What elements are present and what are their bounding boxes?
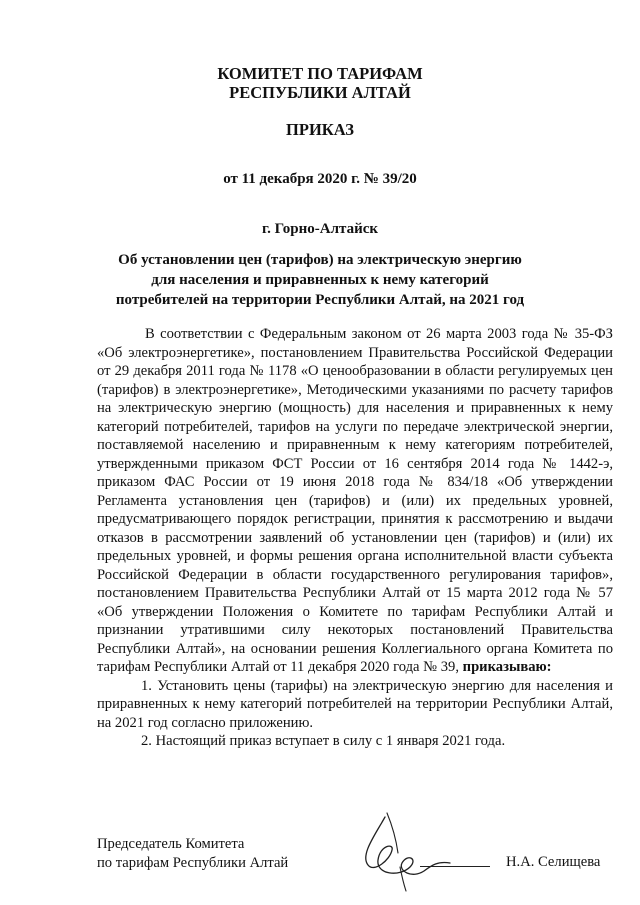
- preamble-text: В соответствии с Федеральным законом от 26 марта 2003 года № 35-ФЗ «Об электроэнергетике», постановлением Правительства Российской Федерации от 29 декабря 2011 года № 1178 «О ценообразовании в области регулируемых цен (тарифов) в электроэнергетике», Методическими указаниями по расчету тарифов на электрическую энергию (мощность) для населения и приравненных к нему категорий потребителей, тарифов на услуги по передаче электрической энергии, поставляемой населению и приравненным к нему категориям потребителей, утвержденными приказом ФСТ России от 16 сентября 2014 года № 1442-э, приказом ФАС России от 19 июня 2018 года № 834/18 «Об утверждении Регламента установления цен (тарифов) и (или) их предельных уровней, предусматривающего порядок регистрации, принятия к рассмотрению и выдачи отказов в рассмотрении заявлений об установлении цен (тарифов) и (или) их предельных уровней, и формы решения органа исполнительной власти субъекта Российской Федерации в области государственного регулирования тарифов», постановлением Правительства Республики Алтай от 15 марта 2012 года № 57 «Об утверждении Положения о Комитете по тарифам Республики Алтай и признании утратившими силу некоторых постановлений Правительства Республики Алтай», на основании решения Коллегиального органа Комитета по тарифам Республики Алтай от 11 декабря 2020 года № 39,: [97, 326, 613, 675]
- signatory-title: [97, 835, 288, 872]
- signatory-title-line1: Председатель Комитета: [97, 836, 245, 852]
- preamble-paragraph: [97, 325, 613, 677]
- city: г. Горно-Алтайск: [261, 221, 379, 237]
- signature-line: [420, 866, 490, 867]
- handwritten-signature: [340, 805, 460, 895]
- org-name-line1: КОМИТЕТ ПО ТАРИФАМ: [217, 64, 423, 83]
- document-type: ПРИКАЗ: [286, 120, 354, 139]
- signatory-name: Н.А. Селищева: [506, 854, 601, 870]
- document-body: [97, 325, 613, 751]
- command-word: приказываю:: [462, 659, 552, 675]
- order-item-1: 1. Установить цены (тарифы) на электрическую энергию для населения и приравненных к нему категорий потребителей на территории Республики Алтай, на 2021 год согласно приложению.: [97, 677, 613, 731]
- order-item-2: 2. Настоящий приказ вступает в силу с 1 января 2021 года.: [141, 733, 506, 749]
- signatory-title-line2: по тарифам Республики Алтай: [97, 854, 289, 871]
- org-name-line2: РЕСПУБЛИКИ АЛТАЙ: [229, 83, 411, 102]
- date-number: от 11 декабря 2020 г. № 39/20: [223, 171, 417, 187]
- document-subject: Об установлении цен (тарифов) на электрическую энергию для населения и приравненных к нему категорий потребителей на территории Республики Алтай, на 2021 год: [115, 252, 525, 308]
